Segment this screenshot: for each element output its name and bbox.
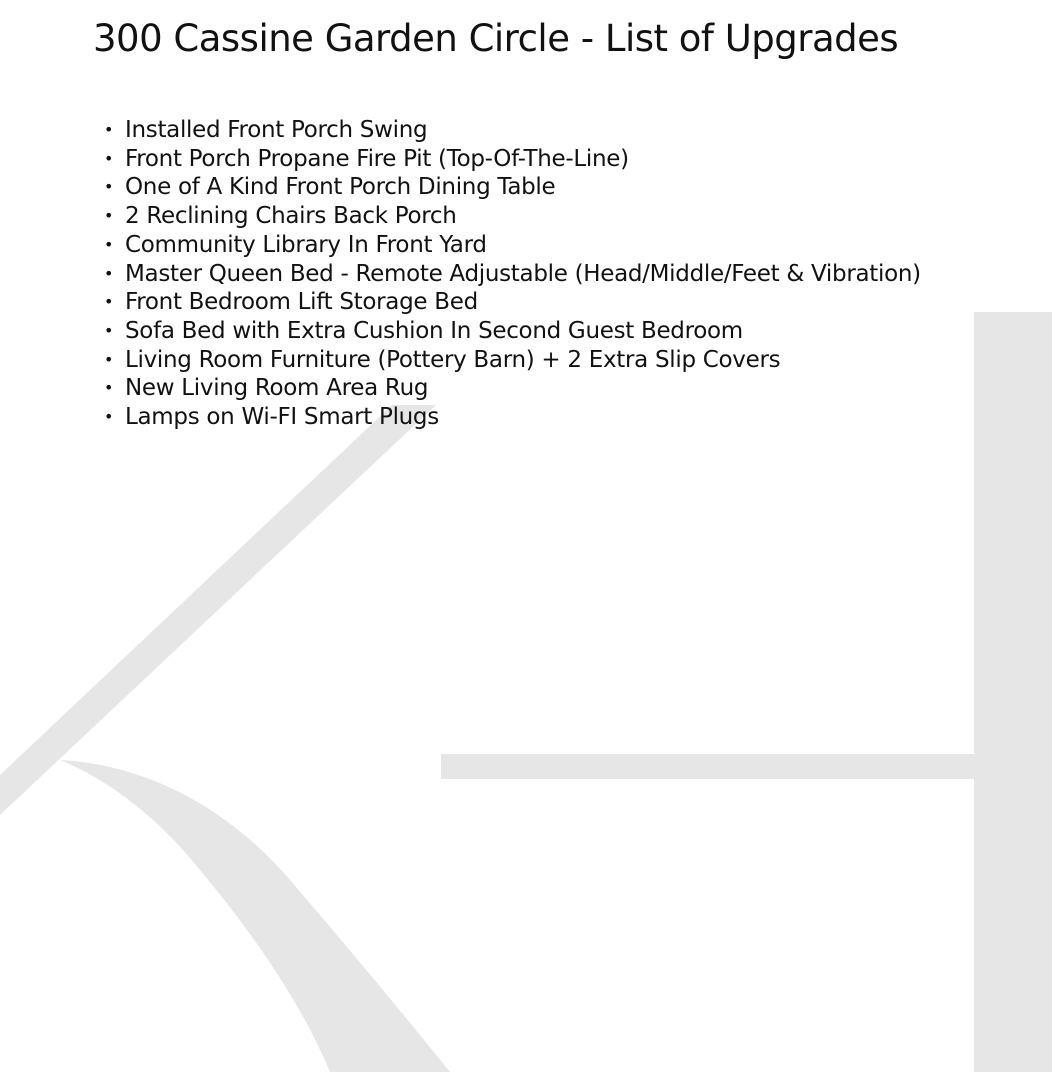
list-item: [102, 260, 921, 289]
bullet-icon: •: [104, 206, 114, 226]
bullet-icon: •: [104, 263, 114, 283]
bullet-icon: •: [104, 349, 114, 369]
list-item-text: Master Queen Bed - Remote Adjustable (Head/Middle/Feet & Vibration): [125, 260, 921, 287]
list-item-text: Front Bedroom Lift Storage Bed: [125, 289, 478, 316]
list-item: [102, 116, 921, 145]
bullet-icon: •: [104, 320, 114, 340]
list-item: [102, 231, 921, 260]
list-item-text: One of A Kind Front Porch Dining Table: [125, 174, 556, 201]
bullet-icon: •: [104, 378, 114, 398]
list-item: [102, 145, 921, 174]
list-item-text: Living Room Furniture (Pottery Barn) + 2 Extra Slip Covers: [125, 346, 781, 373]
list-item: [102, 173, 921, 202]
list-item-text: Front Porch Propane Fire Pit (Top-Of-The-Line): [125, 145, 629, 172]
list-item-text: Community Library In Front Yard: [125, 231, 487, 258]
bullet-icon: •: [104, 407, 114, 427]
list-item-text: Installed Front Porch Swing: [125, 117, 428, 143]
bullet-icon: •: [104, 234, 114, 254]
bullet-icon: •: [104, 120, 114, 139]
list-item: [102, 288, 921, 317]
list-item-text: New Living Room Area Rug: [125, 375, 429, 402]
list-item: [102, 403, 921, 432]
upgrades-list: [102, 116, 921, 432]
bullet-icon: •: [104, 177, 114, 197]
list-item: [102, 346, 921, 375]
list-item-text: Lamps on Wi-FI Smart Plugs: [125, 404, 439, 431]
bullet-icon: •: [104, 292, 114, 312]
list-item-text: Sofa Bed with Extra Cushion In Second Guest Bedroom: [125, 317, 743, 344]
bullet-icon: •: [104, 148, 114, 168]
list-item: [102, 317, 921, 346]
list-item: [102, 374, 921, 403]
page-title: 300 Cassine Garden Circle - List of Upgrades: [93, 17, 899, 60]
list-item-text: 2 Reclining Chairs Back Porch: [125, 203, 457, 230]
list-item: [102, 202, 921, 231]
